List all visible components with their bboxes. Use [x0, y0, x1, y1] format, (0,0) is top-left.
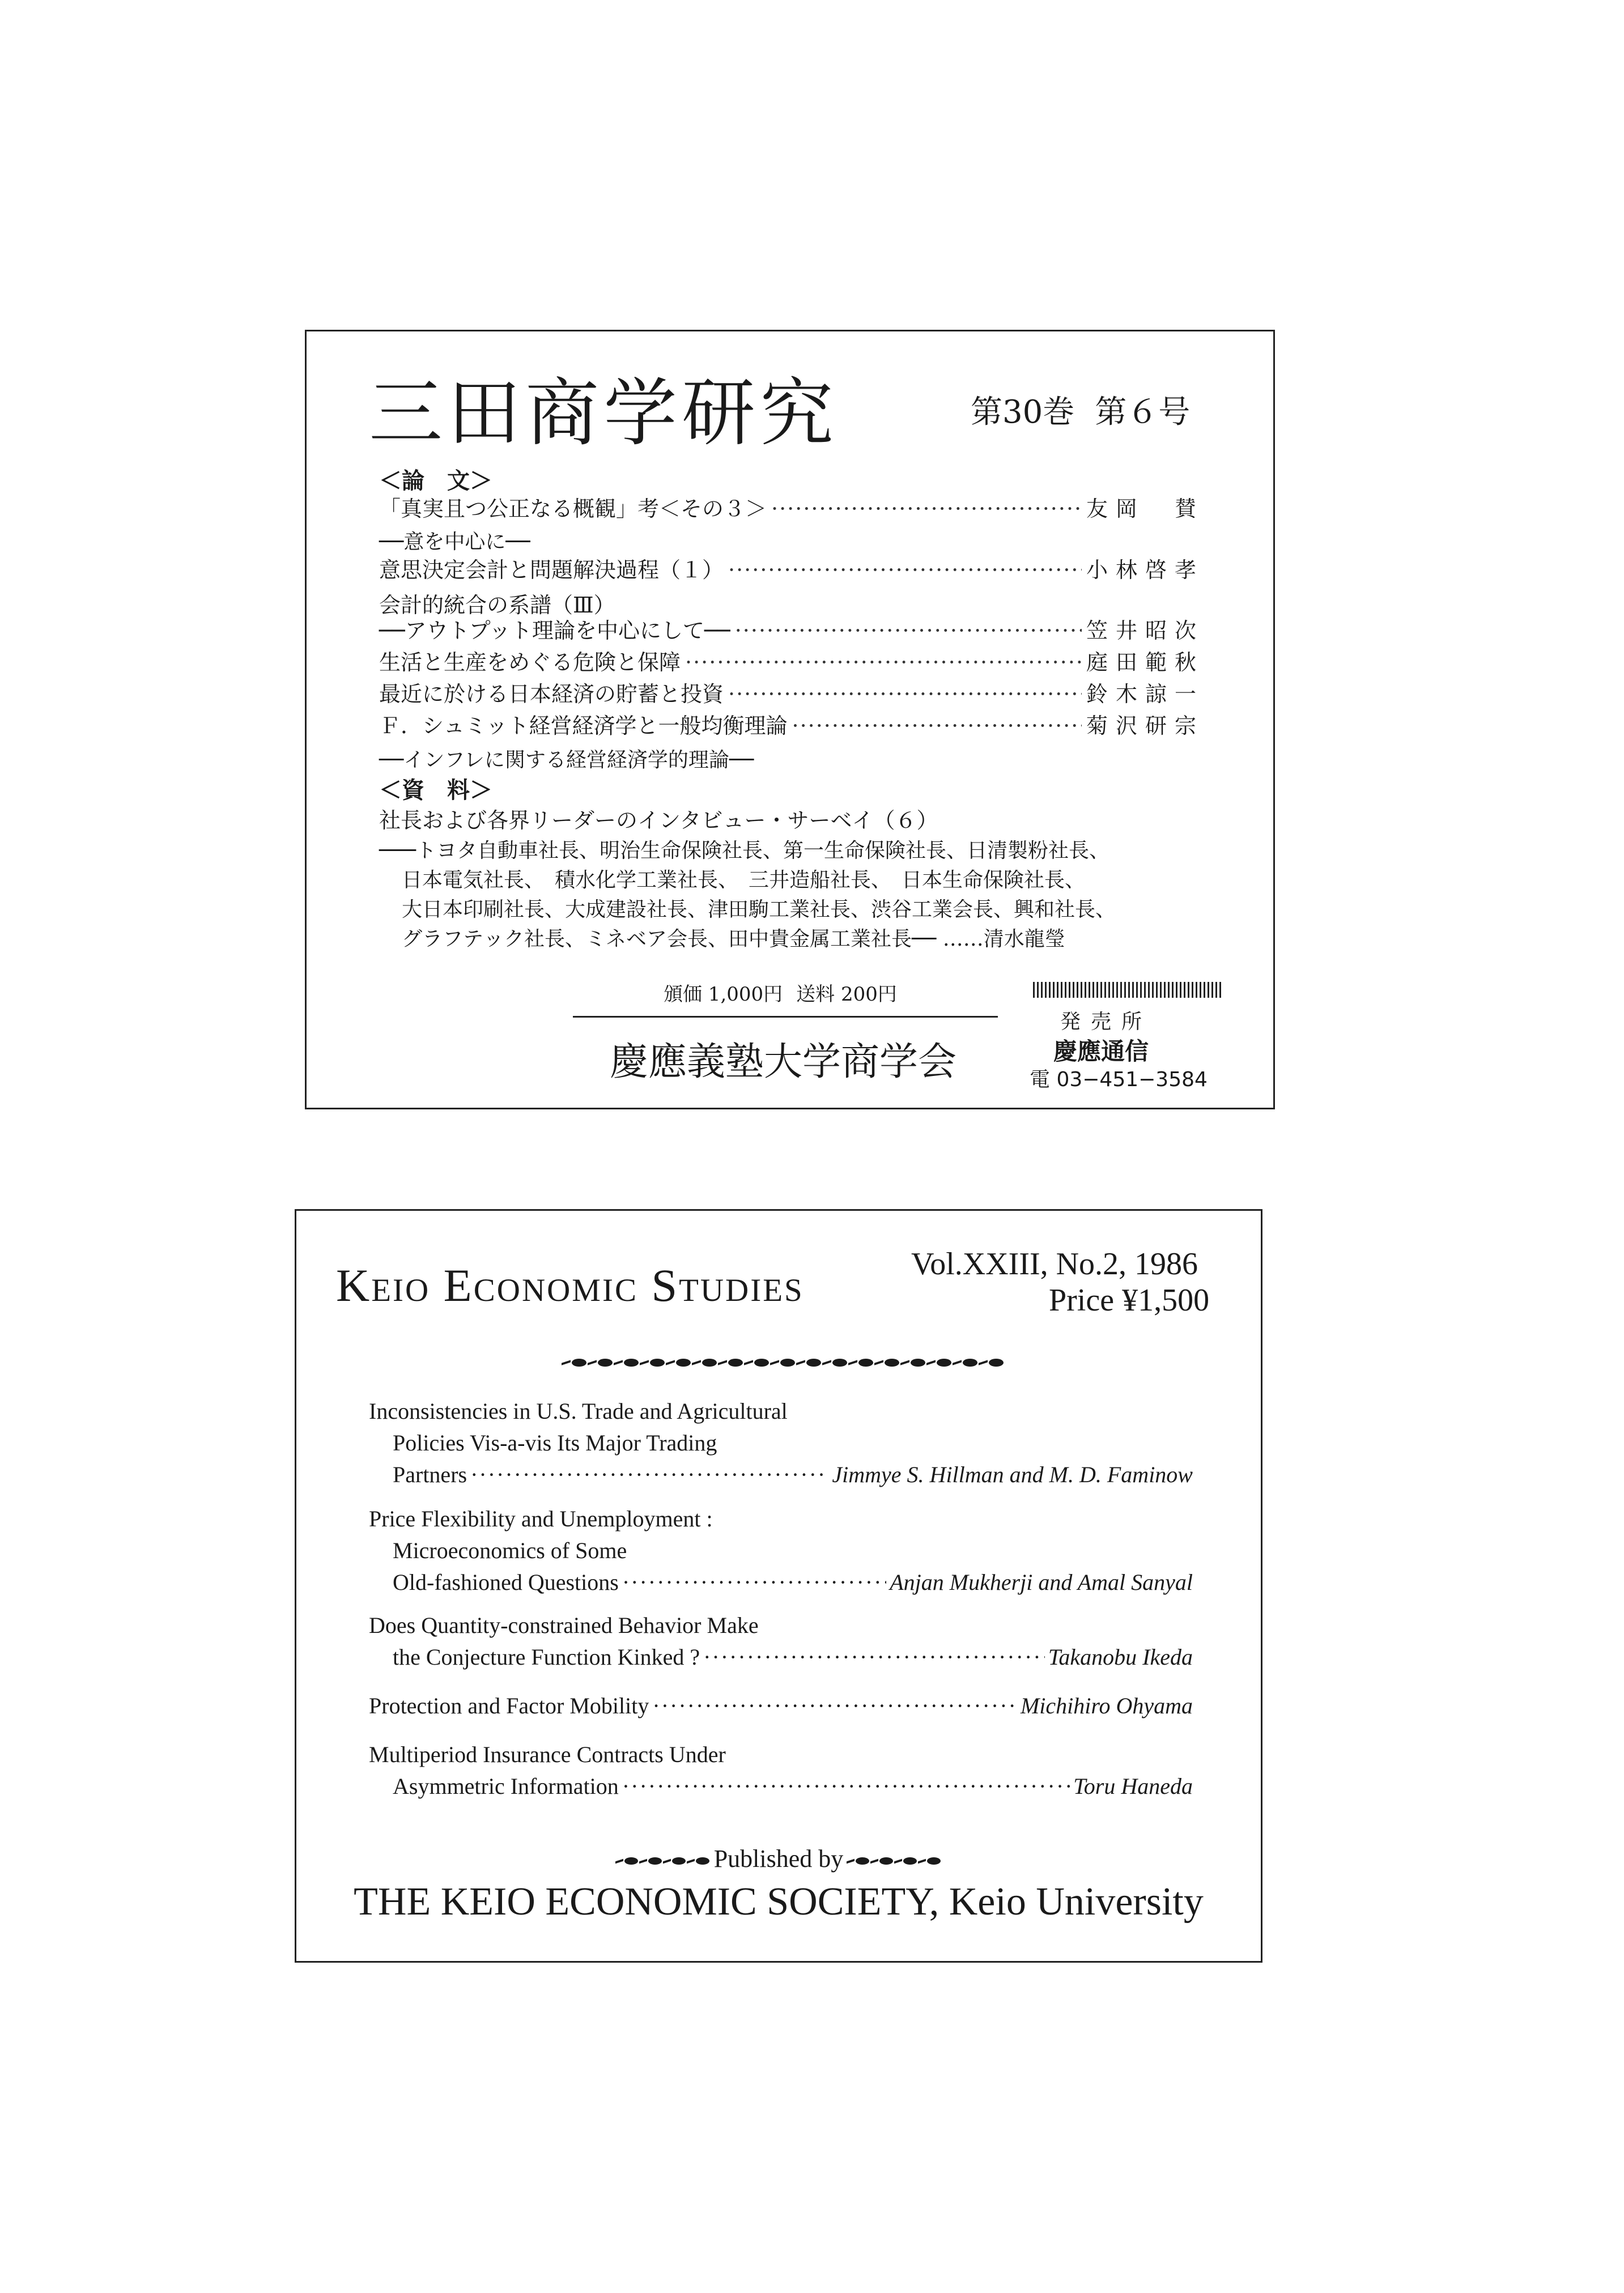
materials-heading: ＜資 料＞	[379, 777, 492, 803]
published-by-line	[296, 1844, 1261, 1873]
ornament-bead	[963, 1359, 977, 1367]
dot-leader	[771, 493, 1082, 525]
article-title-line: Multiperiod Insurance Contracts Under	[369, 1742, 726, 1767]
volume: 第30巻	[971, 394, 1075, 431]
article-title: ──アウトプット理論を中心にして──	[379, 618, 730, 643]
publisher: 慶應義塾大学商学会	[610, 1040, 957, 1084]
article-title-line: Policies Vis-a-vis Its Major Trading	[393, 1430, 717, 1456]
dot-leader	[652, 1692, 1017, 1719]
article-author: 庭田範秋	[1086, 650, 1204, 675]
ornament-link	[847, 1859, 854, 1864]
article-author: 笠井昭次	[1086, 618, 1204, 643]
ornament-link	[588, 1360, 597, 1365]
divider	[573, 1016, 998, 1018]
materials-line: グラフテック社長、ミネベア会長、田中貴金属工業社長── ……清水龍瑩	[402, 928, 1065, 951]
dot-leader	[685, 646, 1082, 678]
barcode-strip	[1033, 982, 1223, 998]
ornament-bead	[780, 1359, 795, 1367]
article-title: 「真実且つ公正なる概観」考＜その３＞	[379, 496, 767, 521]
ornament-bead	[903, 1857, 917, 1865]
article-author: Jimmye S. Hillman and M. D. Faminow	[832, 1462, 1193, 1487]
dot-leader	[735, 615, 1082, 646]
toc-row	[379, 554, 1204, 586]
ornament-bead	[856, 1857, 869, 1865]
mita-journal-notice	[305, 330, 1275, 1109]
article-subtitle: ──インフレに関する経営経済学的理論──	[379, 748, 754, 772]
ornament-bead	[650, 1359, 665, 1367]
published-by: Published by	[713, 1845, 844, 1873]
ornament-link	[615, 1859, 623, 1864]
article-author: 鈴木諒一	[1086, 682, 1204, 707]
toc-row	[393, 1644, 1193, 1670]
ornament-link	[870, 1859, 878, 1864]
ornament-link	[926, 1360, 936, 1365]
ornament-bead	[572, 1359, 586, 1367]
toc-row	[369, 1692, 1193, 1719]
materials-line: 日本電気社長、 積水化学工業社長、 三井造船社長、 日本生命保険社長、	[402, 869, 1086, 892]
article-author: 菊沢研宗	[1086, 713, 1204, 738]
ornament-bead	[937, 1359, 951, 1367]
ornament-bead	[648, 1857, 662, 1865]
ornament-link	[639, 1859, 647, 1864]
ornament-link	[692, 1360, 701, 1365]
ornament-bead	[696, 1857, 709, 1865]
ornament-link	[918, 1859, 926, 1864]
article-title: 最近に於ける日本経済の貯蓄と投資	[379, 682, 724, 707]
materials-line: 大日本印刷社長、大成建設社長、津田駒工業社長、渋谷工業会長、興和社長、	[402, 898, 1116, 921]
dot-leader	[728, 554, 1082, 586]
ornament-bead	[702, 1359, 717, 1367]
ornament-link	[953, 1360, 962, 1365]
article-title-end: Partners	[393, 1462, 467, 1487]
materials-title: 社長および各界リーダーのインタビュー・サーベイ（６）	[379, 808, 938, 833]
dot-leader	[703, 1644, 1045, 1670]
ornament-bead	[598, 1359, 613, 1367]
ornament-bead	[624, 1857, 638, 1865]
sales-label: 発売所	[1060, 1010, 1153, 1033]
ornament-left	[615, 1857, 711, 1865]
toc-row	[379, 493, 1204, 525]
article-subtitle: ──意を中心に──	[379, 530, 530, 554]
ornament-bead	[806, 1359, 821, 1367]
ornament-link	[900, 1360, 909, 1365]
toc-row	[393, 1569, 1193, 1596]
dot-leader	[622, 1569, 886, 1596]
article-title-end: the Conjecture Function Kinked ?	[393, 1644, 700, 1670]
ornament-bead	[911, 1359, 925, 1367]
ornament-link	[894, 1859, 902, 1864]
ornament-link	[614, 1360, 623, 1365]
price: Price ¥1,500	[1049, 1283, 1210, 1318]
ornament-bead	[832, 1359, 847, 1367]
ornament-divider	[562, 1356, 1005, 1369]
article-title: 生活と生産をめぐる危険と保障	[379, 650, 681, 675]
ornament-link	[640, 1360, 649, 1365]
kes-journal-notice	[295, 1209, 1262, 1963]
article-author: Anjan Mukherji and Amal Sanyal	[890, 1569, 1193, 1595]
materials-line: ───トヨタ自動車社長、明治生命保険社長、第一生命保険社長、日清製粉社長、	[379, 839, 1110, 862]
ornament-bead	[672, 1857, 686, 1865]
ornament-link	[718, 1360, 727, 1365]
ornament-right	[847, 1857, 942, 1865]
ornament-bead	[885, 1359, 899, 1367]
article-title-line: Microeconomics of Some	[393, 1538, 627, 1563]
ornament-link	[796, 1360, 805, 1365]
ornament-bead	[676, 1359, 691, 1367]
ornament-link	[744, 1360, 753, 1365]
ornament-link	[687, 1859, 695, 1864]
dot-leader	[792, 710, 1082, 742]
ornament-bead	[728, 1359, 743, 1367]
postage: 送料 200円	[796, 983, 897, 1006]
society-name: THE KEIO ECONOMIC SOCIETY, Keio University	[354, 1880, 1204, 1924]
article-author: Takanobu Ikeda	[1048, 1644, 1193, 1670]
journal-title: Keio Economic Studies	[336, 1260, 804, 1311]
dot-leader	[622, 1773, 1070, 1799]
toc-row	[393, 1461, 1193, 1488]
ornament-link	[663, 1859, 671, 1864]
ornament-link	[666, 1360, 675, 1365]
article-author: 友岡 賛	[1086, 496, 1204, 521]
ornament-bead	[858, 1359, 873, 1367]
sales-agent: 慶應通信	[1053, 1037, 1149, 1065]
article-title: Ｆ．シュミット経営経済学と一般均衡理論	[379, 713, 788, 738]
toc-row	[393, 1773, 1193, 1799]
dot-leader	[470, 1461, 828, 1488]
article-title-end: Protection and Factor Mobility	[369, 1693, 649, 1718]
ornament-link	[822, 1360, 831, 1365]
journal-title: 三田商学研究	[369, 370, 839, 456]
ornament-link	[562, 1360, 571, 1365]
ornament-link	[848, 1360, 857, 1365]
ornament-link	[770, 1360, 779, 1365]
article-title-line: Does Quantity-constrained Behavior Make	[369, 1613, 759, 1638]
toc-row	[379, 710, 1204, 742]
ornament-link	[874, 1360, 883, 1365]
toc-row	[379, 646, 1204, 678]
toc-row	[379, 615, 1204, 646]
article-title-end: Asymmetric Information	[393, 1773, 619, 1799]
issue-number: 第６号	[1095, 394, 1191, 431]
article-title-line: Price Flexibility and Unemployment :	[369, 1506, 713, 1531]
volume-number	[971, 387, 1190, 432]
toc-row	[379, 678, 1204, 710]
ornament-link	[979, 1360, 988, 1365]
article-title: 意思決定会計と問題解決過程（１）	[379, 558, 724, 582]
ornament-bead	[927, 1857, 941, 1865]
ornament-bead	[989, 1359, 1004, 1367]
ornament-bead	[624, 1359, 639, 1367]
articles-heading: ＜論 文＞	[379, 467, 492, 494]
telephone: 電 03−451−3584	[1030, 1068, 1208, 1091]
price-info	[664, 979, 897, 1006]
price: 頒価 1,000円	[664, 983, 783, 1006]
article-title-line: Inconsistencies in U.S. Trade and Agricultural	[369, 1398, 788, 1424]
ornament-bead	[754, 1359, 769, 1367]
ornament-bead	[879, 1857, 893, 1865]
article-title-end: Old-fashioned Questions	[393, 1569, 619, 1595]
dot-leader	[728, 678, 1082, 710]
volume-info: Vol.XXIII, No.2, 1986	[911, 1247, 1198, 1282]
article-author: 小林啓孝	[1086, 558, 1204, 582]
article-author: Michihiro Ohyama	[1020, 1693, 1193, 1718]
article-title: 会計的統合の系譜（Ⅲ）	[379, 593, 615, 618]
article-author: Toru Haneda	[1073, 1773, 1193, 1799]
